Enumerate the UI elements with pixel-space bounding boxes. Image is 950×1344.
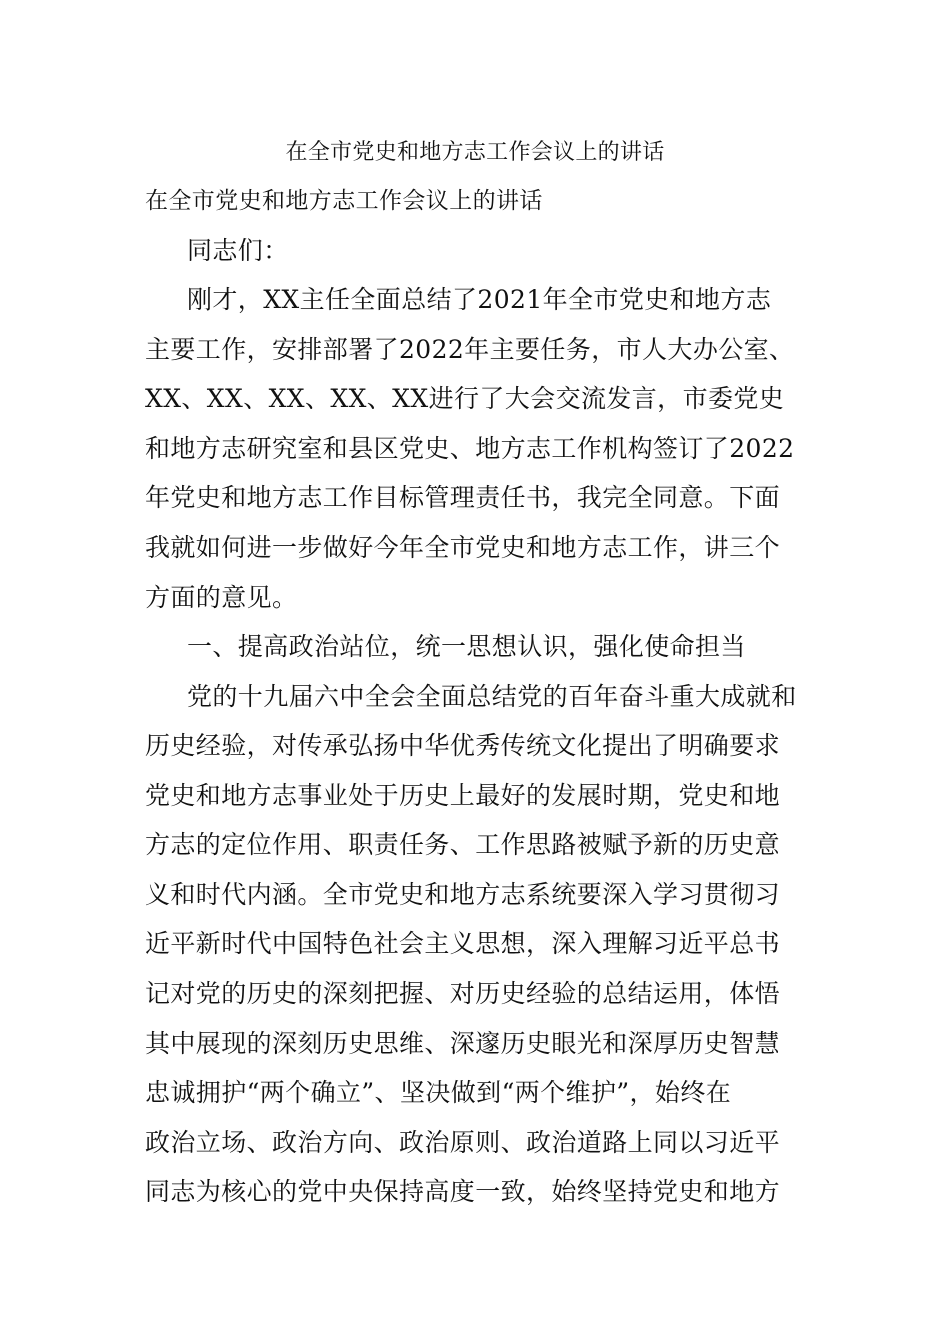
paragraph-line: 党史和地方志事业处于历史上最好的发展时期，党史和地 xyxy=(145,781,781,810)
paragraph-line: 同志为核心的党中央保持高度一致，始终坚持党史和地方 xyxy=(145,1177,781,1206)
paragraph-line: 义和时代内涵。全市党史和地方志系统要深入学习贯彻习 xyxy=(145,880,781,909)
paragraph-line: 政治立场、政治方向、政治原则、政治道路上同以习近平 xyxy=(145,1128,781,1157)
paragraph-line: 近平新时代中国特色社会主义思想，深入理解习近平总书 xyxy=(145,929,781,958)
paragraph-line: XX、XX、XX、XX、XX进行了大会交流发言，市委党史 xyxy=(145,384,785,413)
paragraph-line: 我就如何进一步做好今年全市党史和地方志工作，讲三个 xyxy=(145,533,781,562)
paragraph-line: 其中展现的深刻历史思维、深邃历史眼光和深厚历史智慧 xyxy=(145,1029,781,1058)
paragraph-line: 刚才，XX主任全面总结了2021年全市党史和地方志 xyxy=(187,285,772,314)
paragraph-line: 记对党的历史的深刻把握、对历史经验的总结运用，体悟 xyxy=(145,979,781,1008)
paragraph-line: 忠诚拥护“两个确立”、坚决做到“两个维护”，始终在 xyxy=(145,1078,732,1107)
paragraph-line: 主要工作，安排部署了2022年主要任务，市人大办公室、 xyxy=(145,335,795,364)
paragraph-line: 年党史和地方志工作目标管理责任书，我完全同意。下面 xyxy=(145,483,781,512)
paragraph-line: 方志的定位作用、职责任务、工作思路被赋予新的历史意 xyxy=(145,830,781,859)
document-subtitle: 在全市党史和地方志工作会议上的讲话 xyxy=(145,188,543,214)
paragraph-line: 方面的意见。 xyxy=(145,583,298,612)
section-heading: 一、提高政治站位，统一思想认识，强化使命担当 xyxy=(187,632,746,661)
paragraph-line: 党的十九届六中全会全面总结党的百年奋斗重大成就和 xyxy=(187,682,797,711)
salutation: 同志们： xyxy=(187,236,289,265)
paragraph-line: 历史经验，对传承弘扬中华优秀传统文化提出了明确要求 xyxy=(145,731,781,760)
paragraph-line: 和地方志研究室和县区党史、地方志工作机构签订了2022 xyxy=(145,434,795,463)
document-title: 在全市党史和地方志工作会议上的讲话 xyxy=(285,140,665,165)
